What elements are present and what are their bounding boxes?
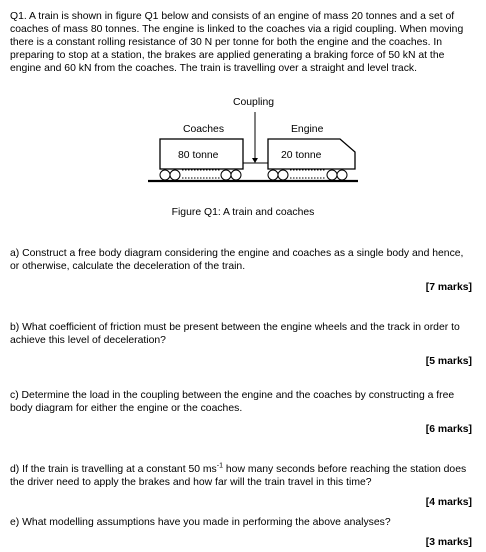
question-e [10,516,472,529]
intro-text: Q1. A train is shown in figure Q1 below and consists of an engine of mass 20 tonnes and a set of coaches of mass 80 tonnes. The engine is linked to the coaches via a rigid coupling. When moving there is a constant rolling resistance of 30 N per tonne for both the engine and the coaches. In preparing to stop at a station, the brakes are applied generating a braking force of 50 kN at the engine and 60 kN from the coaches. The train is travelling over a straight and level track. [10,11,464,74]
question-d-unit-exponent: -1 [216,462,223,470]
engine-mass-label: 20 tonne [281,150,322,161]
question-b-text: b) What coefficient of friction must be present between the engine wheels and the track in order to achieve this level of deceleration? [10,322,460,346]
coupling-arrow-head [252,158,258,163]
wheel [327,170,337,180]
question-d-text-before: d) If the train is travelling at a constant 50 ms [10,464,217,475]
question-b-marks: [5 marks] [425,356,472,367]
question-d-text-after: how many seconds before reaching the station does the driver need to apply the brakes and how far will the train travel in this time? [10,464,467,488]
engine-label: Engine [291,124,324,135]
coaches-label: Coaches [183,124,225,135]
question-d-text [10,463,472,489]
wheel [278,170,288,180]
question-c-marks: [6 marks] [425,424,472,435]
question-c [10,389,472,415]
wheel [337,170,347,180]
wheel [221,170,231,180]
question-c-text: c) Determine the load in the coupling between the engine and the coaches by constructing a free body diagram for either the engine or the coaches. [10,390,455,414]
question-a-marks: [7 marks] [425,282,472,293]
question-e-text: e) What modelling assumptions have you made in performing the above analyses? [10,517,391,528]
question-b [10,321,472,347]
question-e-marks: [3 marks] [425,537,472,548]
coaches-mass-label: 80 tonne [178,150,219,161]
figure-caption: Figure Q1: A train and coaches [171,207,315,218]
question-d-marks: [4 marks] [425,497,472,508]
wheel [231,170,241,180]
question-a [10,247,472,273]
question-d [10,463,472,489]
wheel [170,170,180,180]
question-intro [10,10,472,75]
wheel [268,170,278,180]
wheel [160,170,170,180]
question-a-text: a) Construct a free body diagram considering the engine and coaches as a single body and hence, or otherwise, calculate the deceleration of the train. [10,248,464,272]
coupling-label: Coupling [233,97,275,108]
